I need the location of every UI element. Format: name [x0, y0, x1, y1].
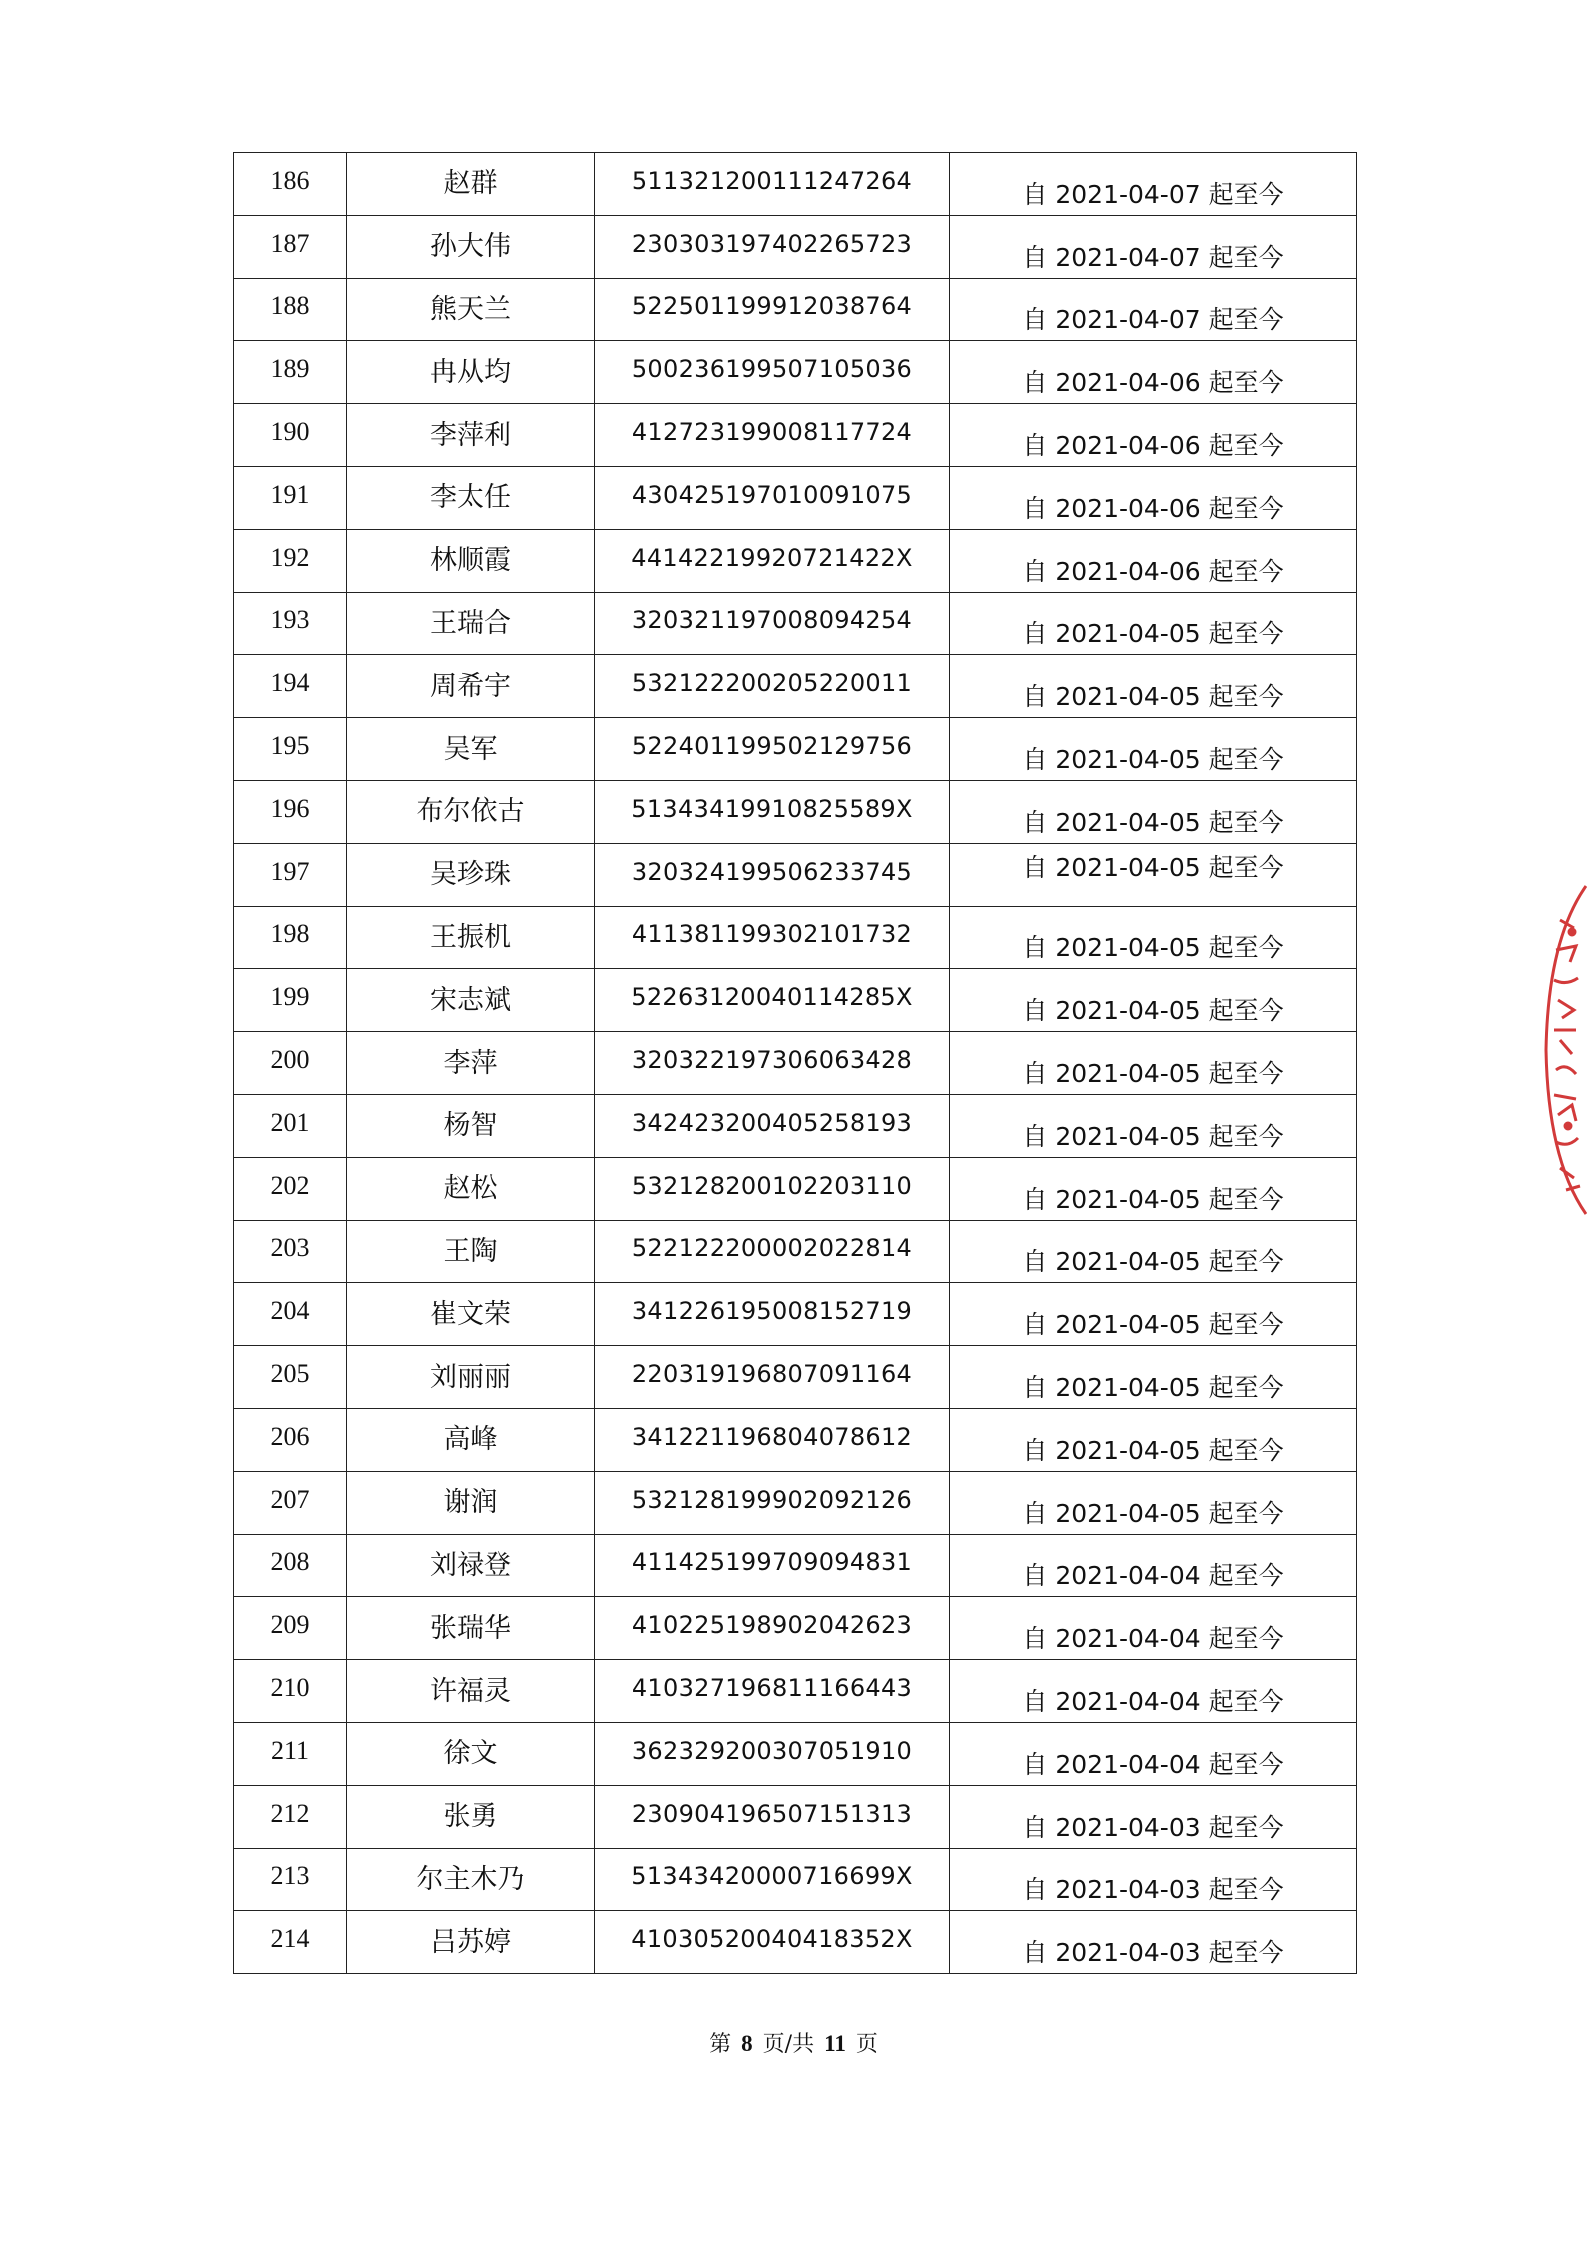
row-name: 王瑞合 — [347, 592, 595, 655]
row-period: 自 2021-04-04 起至今 — [950, 1722, 1357, 1785]
table-row — [234, 215, 1357, 278]
row-name: 赵群 — [347, 153, 595, 216]
row-id-number: 41030520040418352X — [595, 1911, 950, 1974]
row-name: 谢润 — [347, 1471, 595, 1534]
row-period: 自 2021-04-05 起至今 — [950, 780, 1357, 843]
row-name: 周希宇 — [347, 655, 595, 718]
row-id-number: 341226195008152719 — [595, 1283, 950, 1346]
table-row — [234, 906, 1357, 969]
table-row — [234, 655, 1357, 718]
row-name: 高峰 — [347, 1408, 595, 1471]
row-name: 李萍 — [347, 1032, 595, 1095]
row-number: 204 — [234, 1283, 347, 1346]
row-number: 203 — [234, 1220, 347, 1283]
row-number: 205 — [234, 1346, 347, 1409]
table-row — [234, 1346, 1357, 1409]
row-id-number: 362329200307051910 — [595, 1722, 950, 1785]
row-id-number: 410225198902042623 — [595, 1597, 950, 1660]
table-row — [234, 1911, 1357, 1974]
row-name: 吴军 — [347, 718, 595, 781]
row-id-number: 511321200111247264 — [595, 153, 950, 216]
row-number: 198 — [234, 906, 347, 969]
footer-suffix: 页 — [855, 2032, 878, 2057]
table-row — [234, 1157, 1357, 1220]
row-number: 209 — [234, 1597, 347, 1660]
page-footer — [0, 2027, 1587, 2058]
seal-dot — [1569, 929, 1575, 935]
table-body — [234, 153, 1357, 1974]
row-period: 自 2021-04-05 起至今 — [950, 592, 1357, 655]
row-period: 自 2021-04-04 起至今 — [950, 1660, 1357, 1723]
seal-dot — [1565, 1123, 1571, 1129]
row-period: 自 2021-04-05 起至今 — [950, 1283, 1357, 1346]
table-row — [234, 153, 1357, 216]
table-row — [234, 1408, 1357, 1471]
row-name: 冉从均 — [347, 341, 595, 404]
table-row — [234, 529, 1357, 592]
table-row — [234, 1534, 1357, 1597]
footer-prefix: 第 — [709, 2032, 732, 2057]
row-period: 自 2021-04-07 起至今 — [950, 153, 1357, 216]
row-name: 赵松 — [347, 1157, 595, 1220]
row-name: 张勇 — [347, 1785, 595, 1848]
row-period: 自 2021-04-05 起至今 — [950, 718, 1357, 781]
row-period: 自 2021-04-05 起至今 — [950, 1032, 1357, 1095]
row-period: 自 2021-04-07 起至今 — [950, 215, 1357, 278]
row-number: 212 — [234, 1785, 347, 1848]
row-number: 200 — [234, 1032, 347, 1095]
row-name: 徐文 — [347, 1722, 595, 1785]
row-number: 199 — [234, 969, 347, 1032]
row-id-number: 51343420000716699X — [595, 1848, 950, 1911]
row-number: 189 — [234, 341, 347, 404]
row-period: 自 2021-04-05 起至今 — [950, 1220, 1357, 1283]
row-id-number: 500236199507105036 — [595, 341, 950, 404]
table-row — [234, 718, 1357, 781]
row-id-number: 51343419910825589X — [595, 780, 950, 843]
row-number: 210 — [234, 1660, 347, 1723]
row-id-number: 230303197402265723 — [595, 215, 950, 278]
row-period: 自 2021-04-05 起至今 — [950, 969, 1357, 1032]
table-row — [234, 341, 1357, 404]
row-number: 197 — [234, 843, 347, 906]
row-name: 崔文荣 — [347, 1283, 595, 1346]
table-row — [234, 1660, 1357, 1723]
row-period: 自 2021-04-07 起至今 — [950, 278, 1357, 341]
table-row — [234, 1722, 1357, 1785]
row-number: 186 — [234, 153, 347, 216]
row-id-number: 410327196811166443 — [595, 1660, 950, 1723]
current-page-number: 8 — [741, 2031, 753, 2056]
row-id-number: 430425197010091075 — [595, 466, 950, 529]
row-number: 211 — [234, 1722, 347, 1785]
table-row — [234, 1471, 1357, 1534]
row-name: 张瑞华 — [347, 1597, 595, 1660]
row-id-number: 320322197306063428 — [595, 1032, 950, 1095]
row-id-number: 412723199008117724 — [595, 404, 950, 467]
table-row — [234, 278, 1357, 341]
row-number: 214 — [234, 1911, 347, 1974]
row-name: 布尔依古 — [347, 780, 595, 843]
row-id-number: 532128200102203110 — [595, 1157, 950, 1220]
row-name: 许福灵 — [347, 1660, 595, 1723]
row-id-number: 522401199502129756 — [595, 718, 950, 781]
table-row — [234, 592, 1357, 655]
row-name: 王陶 — [347, 1220, 595, 1283]
row-number: 191 — [234, 466, 347, 529]
row-period: 自 2021-04-03 起至今 — [950, 1785, 1357, 1848]
table-row — [234, 1032, 1357, 1095]
row-id-number: 320324199506233745 — [595, 843, 950, 906]
table-row — [234, 843, 1357, 906]
table-row — [234, 404, 1357, 467]
table-row — [234, 1220, 1357, 1283]
row-number: 193 — [234, 592, 347, 655]
row-id-number: 341221196804078612 — [595, 1408, 950, 1471]
row-period: 自 2021-04-05 起至今 — [950, 1094, 1357, 1157]
row-name: 刘禄登 — [347, 1534, 595, 1597]
seal-arc — [1546, 886, 1586, 1214]
row-name: 李太任 — [347, 466, 595, 529]
row-id-number: 522122200002022814 — [595, 1220, 950, 1283]
row-number: 196 — [234, 780, 347, 843]
row-id-number: 52263120040114285X — [595, 969, 950, 1032]
row-period: 自 2021-04-05 起至今 — [950, 1346, 1357, 1409]
table-row — [234, 1094, 1357, 1157]
row-id-number: 411381199302101732 — [595, 906, 950, 969]
row-period: 自 2021-04-04 起至今 — [950, 1597, 1357, 1660]
row-number: 213 — [234, 1848, 347, 1911]
row-name: 孙大伟 — [347, 215, 595, 278]
table-row — [234, 466, 1357, 529]
row-number: 207 — [234, 1471, 347, 1534]
row-period: 自 2021-04-05 起至今 — [950, 906, 1357, 969]
row-number: 201 — [234, 1094, 347, 1157]
row-number: 194 — [234, 655, 347, 718]
row-number: 202 — [234, 1157, 347, 1220]
table-row — [234, 1848, 1357, 1911]
row-name: 吴珍珠 — [347, 843, 595, 906]
row-name: 王振机 — [347, 906, 595, 969]
row-id-number: 411425199709094831 — [595, 1534, 950, 1597]
total-pages-number: 11 — [824, 2031, 846, 2056]
row-number: 208 — [234, 1534, 347, 1597]
row-id-number: 522501199912038764 — [595, 278, 950, 341]
row-name: 宋志斌 — [347, 969, 595, 1032]
row-period: 自 2021-04-06 起至今 — [950, 529, 1357, 592]
records-table — [233, 152, 1357, 1974]
row-period: 自 2021-04-03 起至今 — [950, 1911, 1357, 1974]
row-number: 195 — [234, 718, 347, 781]
row-period: 自 2021-04-05 起至今 — [950, 1157, 1357, 1220]
row-period: 自 2021-04-06 起至今 — [950, 404, 1357, 467]
table-row — [234, 969, 1357, 1032]
row-period: 自 2021-04-05 起至今 — [950, 1408, 1357, 1471]
row-id-number: 230904196507151313 — [595, 1785, 950, 1848]
table-row — [234, 1283, 1357, 1346]
row-id-number: 532128199902092126 — [595, 1471, 950, 1534]
row-id-number: 342423200405258193 — [595, 1094, 950, 1157]
footer-middle: 页/共 — [762, 2032, 815, 2057]
row-id-number: 44142219920721422X — [595, 529, 950, 592]
row-name: 吕苏婷 — [347, 1911, 595, 1974]
row-name: 李萍利 — [347, 404, 595, 467]
row-period: 自 2021-04-06 起至今 — [950, 466, 1357, 529]
row-period: 自 2021-04-05 起至今 — [950, 655, 1357, 718]
row-period: 自 2021-04-04 起至今 — [950, 1534, 1357, 1597]
row-name: 杨智 — [347, 1094, 595, 1157]
row-number: 206 — [234, 1408, 347, 1471]
row-number: 192 — [234, 529, 347, 592]
red-seal-stamp — [1540, 880, 1587, 1220]
row-period: 自 2021-04-05 起至今 — [950, 843, 1357, 906]
row-id-number: 220319196807091164 — [595, 1346, 950, 1409]
table-row — [234, 1785, 1357, 1848]
table-row — [234, 1597, 1357, 1660]
row-period: 自 2021-04-05 起至今 — [950, 1471, 1357, 1534]
row-number: 190 — [234, 404, 347, 467]
row-name: 尔主木乃 — [347, 1848, 595, 1911]
row-number: 187 — [234, 215, 347, 278]
row-number: 188 — [234, 278, 347, 341]
row-period: 自 2021-04-03 起至今 — [950, 1848, 1357, 1911]
table-row — [234, 780, 1357, 843]
row-id-number: 320321197008094254 — [595, 592, 950, 655]
row-id-number: 532122200205220011 — [595, 655, 950, 718]
row-name: 刘丽丽 — [347, 1346, 595, 1409]
row-name: 林顺霞 — [347, 529, 595, 592]
row-period: 自 2021-04-06 起至今 — [950, 341, 1357, 404]
row-name: 熊天兰 — [347, 278, 595, 341]
